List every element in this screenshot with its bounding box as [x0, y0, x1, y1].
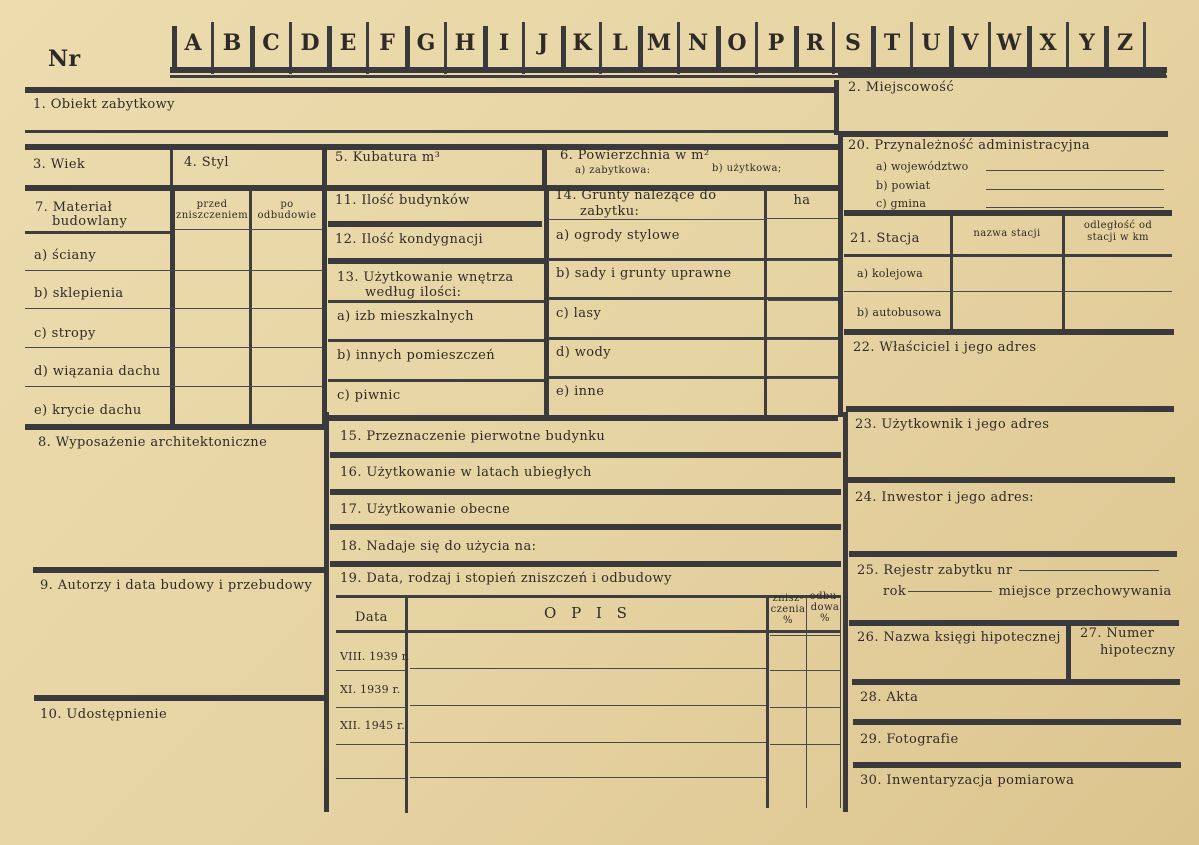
- letter-n: N: [687, 30, 709, 56]
- letter-t: T: [883, 30, 901, 56]
- field-6-label: 6. Powierzchnia w m²: [560, 148, 710, 163]
- field-12-label: 12. Ilość kondygnacji: [335, 232, 484, 247]
- field-6b-label: b) użytkowa;: [712, 163, 782, 174]
- letter-m: M: [646, 30, 672, 56]
- field-10-label: 10. Udostępnienie: [40, 707, 168, 722]
- letter-d: D: [300, 30, 320, 56]
- letter-p: P: [767, 30, 785, 56]
- field-21-label: 21. Stacja: [850, 231, 920, 246]
- field-18-label: 18. Nadaje się do użycia na:: [340, 539, 537, 554]
- field-14-label-line2: zabytku:: [580, 204, 640, 219]
- letter-z: Z: [1116, 30, 1134, 56]
- field-19-date-1: VIII. 1939 r.: [340, 650, 410, 663]
- field-28-label: 28. Akta: [860, 690, 919, 705]
- field-7-row-5-label: e) krycie dachu: [34, 403, 142, 418]
- field-16-label: 16. Użytkowanie w latach ubiegłych: [340, 465, 592, 480]
- letter-b: B: [222, 30, 242, 56]
- field-25-label: 25. Rejestr zabytku nr: [857, 563, 1161, 578]
- letter-j: J: [537, 30, 549, 56]
- letter-s: S: [845, 30, 861, 56]
- letter-x: X: [1039, 30, 1057, 56]
- letter-e: E: [339, 30, 357, 56]
- field-14-unit: ha: [793, 193, 811, 208]
- field-24-label: 24. Inwestor i jego adres:: [855, 490, 1034, 505]
- field-19-damage-header-line1: znisz-: [772, 593, 804, 604]
- field-11-label: 11. Ilość budynków: [335, 193, 470, 208]
- field-7-before-header-line1: przed: [196, 199, 228, 210]
- field-19-description-header: O P I S: [544, 604, 632, 622]
- field-14-label-line1: 14. Grunty należące do: [555, 188, 717, 203]
- field-19-date-3: XII. 1945 r.: [340, 719, 405, 732]
- field-6a-label: a) zabytkowa:: [575, 165, 651, 176]
- letter-y: Y: [1079, 30, 1095, 56]
- field-19-damage-header-pct: %: [783, 615, 793, 626]
- field-20-label: 20. Przynależność administracyjna: [848, 138, 1090, 153]
- field-7-after-header-line1: po: [280, 199, 294, 210]
- field-7-before-header-line2: zniszczeniem: [176, 210, 248, 221]
- field-21-distance-header-line1: odległość od: [1083, 220, 1153, 231]
- field-19-rebuild-header-line2: dowa: [810, 602, 840, 613]
- field-21-bus-label: b) autobusowa: [857, 306, 942, 319]
- letter-r: R: [805, 30, 825, 56]
- field-2-label: 2. Miejscowość: [848, 80, 955, 95]
- letter-w: W: [996, 30, 1022, 56]
- letter-v: V: [961, 30, 979, 56]
- field-21-rail-label: a) kolejowa: [857, 267, 923, 280]
- field-9-label: 9. Autorzy i data budowy i przebudowy: [40, 578, 313, 593]
- field-19-date-2: XI. 1939 r.: [340, 683, 401, 696]
- field-14-row-5-label: e) inne: [556, 384, 605, 399]
- letter-g: G: [416, 30, 436, 56]
- field-5-label: 5. Kubatura m³: [335, 150, 441, 165]
- field-7-row-4-label: d) wiązania dachu: [34, 364, 161, 379]
- field-21-distance-header-line2: stacji w km: [1087, 232, 1149, 243]
- field-1-label: 1. Obiekt zabytkowy: [33, 97, 175, 112]
- field-8-label: 8. Wyposażenie architektoniczne: [38, 435, 268, 450]
- field-13-label-line2: według ilości:: [365, 285, 462, 300]
- field-17-label: 17. Użytkowanie obecne: [340, 502, 511, 517]
- field-14-row-2-label: b) sady i grunty uprawne: [556, 266, 732, 281]
- field-27-label-line2: hipoteczny: [1100, 643, 1176, 658]
- field-19-rebuild-header-line1: odbu-: [809, 591, 841, 602]
- field-13-label-line1: 13. Użytkowanie wnętrza: [337, 270, 514, 285]
- field-19-damage-header-line2: czenia: [770, 604, 806, 615]
- field-7-row-2-label: b) sklepienia: [34, 286, 124, 301]
- letter-k: K: [572, 30, 592, 56]
- field-19-date-header: Data: [355, 610, 388, 625]
- field-19-label: 19. Data, rodzaj i stopień zniszczeń i odbudowy: [340, 571, 672, 586]
- field-3-label: 3. Wiek: [33, 157, 86, 172]
- field-15-label: 15. Przeznaczenie pierwotne budynku: [340, 429, 606, 444]
- field-19-rebuild-header-pct: %: [820, 613, 830, 624]
- field-20-row-1-label: a) województwo: [876, 160, 969, 173]
- letter-c: C: [262, 30, 280, 56]
- letter-i: I: [498, 30, 510, 56]
- nr-label: Nr: [48, 46, 81, 72]
- field-13-row-1-label: a) izb mieszkalnych: [337, 309, 474, 324]
- field-7-row-1-label: a) ściany: [34, 248, 97, 263]
- letter-h: H: [454, 30, 476, 56]
- letter-u: U: [921, 30, 941, 56]
- field-25-year-place: rok miejsce przechowywania: [883, 584, 1172, 599]
- field-21-name-header: nazwa stacji: [973, 228, 1041, 239]
- letter-o: O: [727, 30, 747, 56]
- field-26-label: 26. Nazwa księgi hipotecznej: [857, 630, 1061, 645]
- field-7-label-line1: 7. Materiał: [35, 200, 113, 215]
- field-14-row-4-label: d) wody: [556, 345, 611, 360]
- field-20-row-3-label: c) gmina: [876, 197, 927, 210]
- field-14-row-3-label: c) lasy: [556, 306, 602, 321]
- field-29-label: 29. Fotografie: [860, 732, 959, 747]
- field-30-label: 30. Inwentaryzacja pomiarowa: [860, 773, 1075, 788]
- field-14-row-1-label: a) ogrody stylowe: [556, 228, 680, 243]
- letter-a: A: [184, 30, 202, 56]
- field-13-row-3-label: c) piwnic: [337, 388, 401, 403]
- field-27-label-line1: 27. Numer: [1080, 626, 1155, 641]
- field-22-label: 22. Właściciel i jego adres: [853, 340, 1037, 355]
- field-7-row-3-label: c) stropy: [34, 326, 96, 341]
- field-20-row-2-label: b) powiat: [876, 179, 931, 192]
- letter-l: L: [612, 30, 628, 56]
- field-7-label-line2: budowlany: [52, 214, 128, 229]
- letter-f: F: [379, 30, 395, 56]
- field-7-after-header-line2: odbudowie: [257, 210, 317, 221]
- field-4-label: 4. Styl: [184, 155, 229, 170]
- field-13-row-2-label: b) innych pomieszczeń: [337, 348, 496, 363]
- field-23-label: 23. Użytkownik i jego adres: [855, 417, 1050, 432]
